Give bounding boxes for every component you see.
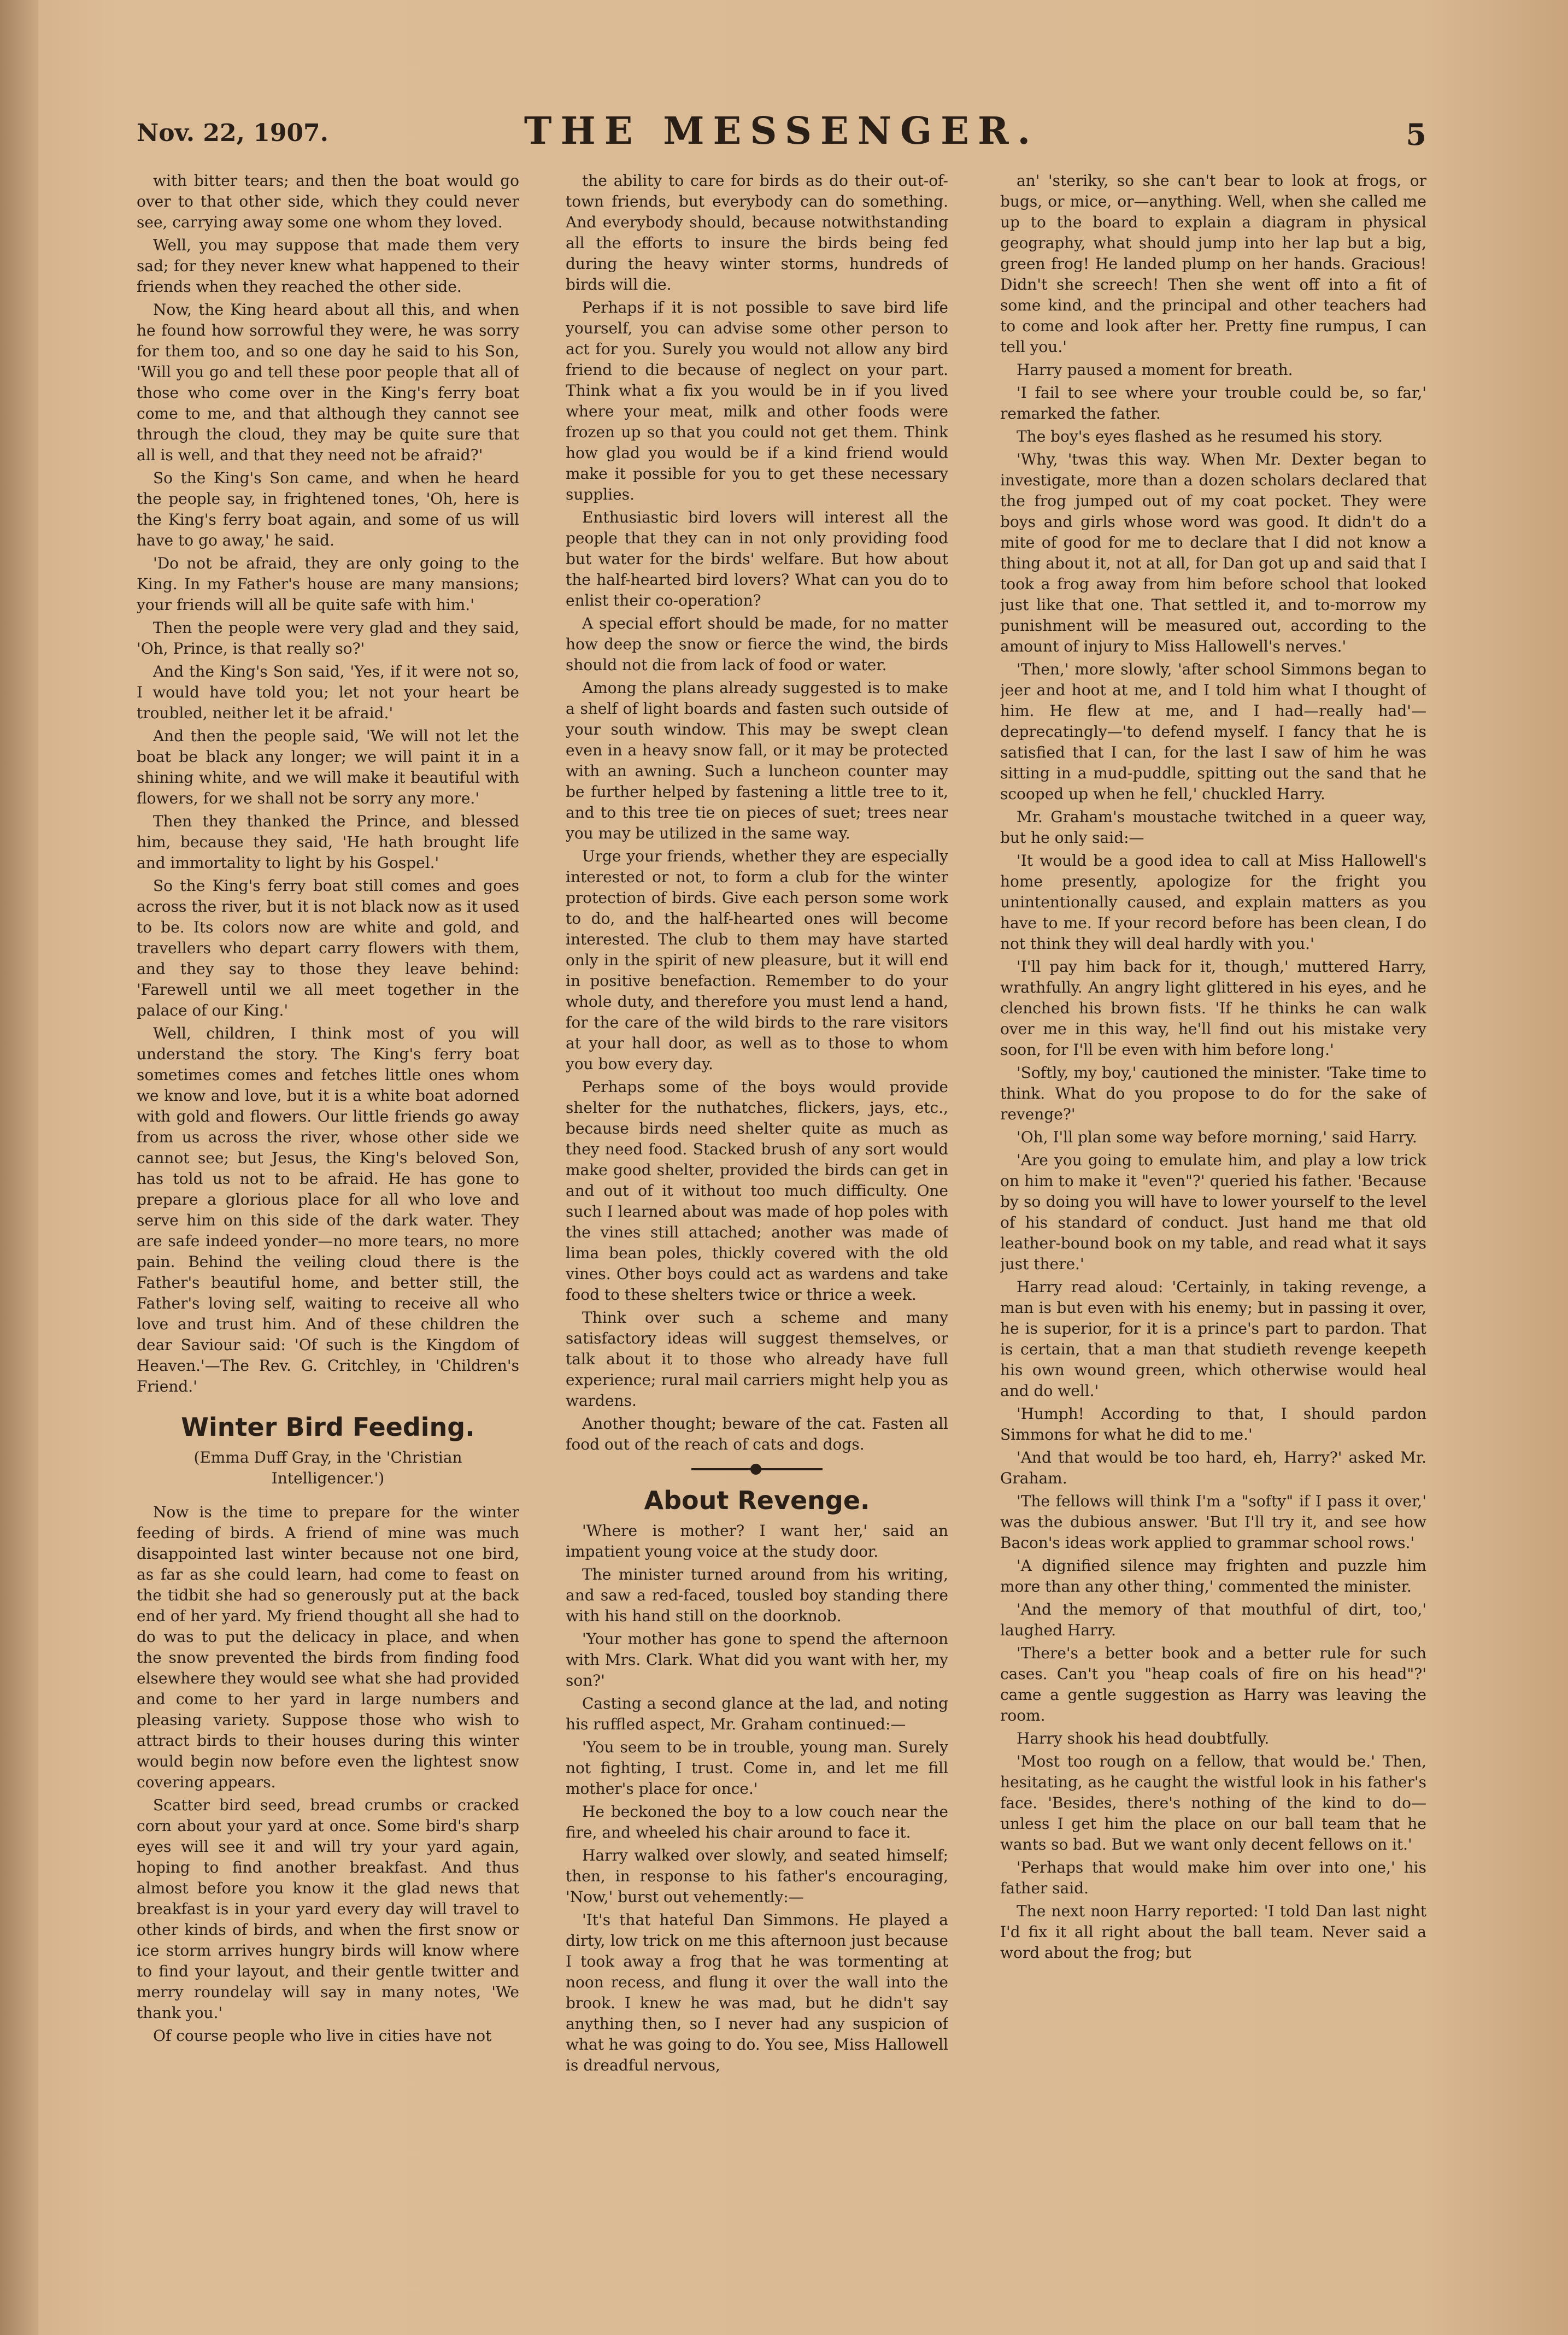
paragraph: Mr. Graham's moustache twitched in a queer way, but he only said:— xyxy=(1000,808,1426,847)
article-credit: (Emma Duff Gray, in the 'Christian Intelligencer.') xyxy=(193,1448,462,1487)
paragraph: 'You seem to be in trouble, young man. Surely not fighting, I trust. Come in, and let me fill mother's place for once.' xyxy=(566,1738,948,1798)
paragraph: Harry paused a moment for breath. xyxy=(1017,361,1293,379)
paragraph: Well, you may suppose that made them very sad; for they never knew what happened to their friends when they reached the other side. xyxy=(137,236,519,296)
paragraph: with bitter tears; and then the boat would go over to that other side, which they could never see, carrying away some one whom they loved. xyxy=(137,172,519,231)
paragraph: So the King's ferry boat still comes and goes across the river, but it is not black now as it used to be. Its colors now are white and gold, and travellers who depart carry flowers with them, and they say to those they leave behind: 'Farewell until we all meet together in the palace of our King.' xyxy=(137,877,519,1019)
column-2 xyxy=(566,171,948,2291)
paragraph: Think over such a scheme and many satisfactory ideas will suggest themselves, or talk about it to those who already have full experience; rural mail carriers might help you as wardens. xyxy=(566,1309,948,1410)
paragraph: 'Your mother has gone to spend the afternoon with Mrs. Clark. What did you want with her, my son?' xyxy=(566,1630,948,1689)
article-title-about-revenge: About Revenge. xyxy=(644,1486,870,1515)
masthead-title: THE MESSENGER. xyxy=(524,109,1040,153)
paragraph: So the King's Son came, and when he heard the people say, in frightened tones, 'Oh, here is the King's ferry boat again, and some of us will have to go away,' he said. xyxy=(137,469,519,549)
paragraph: The next noon Harry reported: 'I told Dan last night I'd fix it all right about the ball team. Never said a word about the frog; but xyxy=(1000,1902,1426,1962)
paragraph: 'Perhaps that would make him over into one,' his father said. xyxy=(1000,1858,1426,1897)
column-1 xyxy=(137,171,519,2291)
paragraph: 'Are you going to emulate him, and play a low trick on him to make it "even"?' queried his father. 'Because by so doing you will have to lower yourself to the level of his standard of conduct. Just hand me that old leather-bound book on my table, and read what it says just there.' xyxy=(1000,1151,1426,1273)
paragraph: Perhaps if it is not possible to save bird life yourself, you can advise some other person to act for you. Surely you would not allow any bird friend to die because of neglect on your part. Think what a fix you would be in if you lived where your meat, milk and other foods were frozen up so that you could not get them. Think how glad you would be if a kind friend would make it possible for you to get these necessary supplies. xyxy=(566,298,948,503)
paragraph: Now is the time to prepare for the winter feeding of birds. A friend of mine was much disappointed last winter because not one bird, as far as she could learn, had come to feast on the tidbit she had so generously put at the back end of her yard. My friend thought all she had to do was to put the delicacy in place, and when the snow prevented the birds from finding food elsewhere they would see what she had provided and come to her yard in large numbers and pleasing variety. Suppose those who wish to attract birds to their houses during this winter would begin now before even the lightest snow covering appears. xyxy=(137,1503,519,1791)
paragraph: He beckoned the boy to a low couch near the fire, and wheeled his chair around to face it. xyxy=(566,1803,948,1841)
paragraph: A special effort should be made, for no matter how deep the snow or fierce the wind, the birds should not die from lack of food or water. xyxy=(566,614,948,674)
paragraph: Among the plans already suggested is to make a shelf of light boards and fasten such outside of your south window. This may be swept clean even in a heavy snow fall, or it may be protected with an awning. Such a luncheon counter may be further helped by fastening a little tree to it, and to this tree tie on pieces of suet; trees near you may be utilized in the same way. xyxy=(566,679,948,842)
paragraph: 'I fail to see where your trouble could be, so far,' remarked the father. xyxy=(1000,384,1426,423)
column-3 xyxy=(1000,171,1426,2291)
article-title-winter-bird-feeding: Winter Bird Feeding. xyxy=(181,1412,475,1442)
paragraph: Then the people were very glad and they said, 'Oh, Prince, is that really so?' xyxy=(137,619,519,658)
paragraph: 'Softly, my boy,' cautioned the minister. 'Take time to think. What do you propose to do for the sake of revenge?' xyxy=(1000,1064,1426,1123)
paragraph: 'And that would be too hard, eh, Harry?' asked Mr. Graham. xyxy=(1000,1448,1426,1487)
paragraph: 'Humph! According to that, I should pardon Simmons for what he did to me.' xyxy=(1000,1405,1426,1444)
paragraph: Another thought; beware of the cat. Fasten all food out of the reach of cats and dogs. xyxy=(566,1415,948,1453)
paragraph: 'Most too rough on a fellow, that would be.' Then, hesitating, as he caught the wistful look in his father's face. 'Besides, there's nothing of the kind to do—unless I get him the place on our ball team that he wants so bad. But we want only decent fellows on it.' xyxy=(1000,1752,1426,1853)
paragraph: And the King's Son said, 'Yes, if it were not so, I would have told you; let not your heart be troubled, neither let it be afraid.' xyxy=(137,662,519,722)
page-fold-shadow xyxy=(0,0,38,2335)
paragraph: 'A dignified silence may frighten and puzzle him more than any other thing,' commented the minister. xyxy=(1000,1557,1426,1595)
paragraph: 'I'll pay him back for it, though,' muttered Harry, wrathfully. An angry light glittered in his eyes, and he clenched his brown fists. 'If he thinks he can walk over me in this way, he'll find out his mistake very soon, for I'll be even with him before long.' xyxy=(1000,958,1426,1059)
page-number: 5 xyxy=(1406,117,1426,152)
paragraph: 'Where is mother? I want her,' said an impatient young voice at the study door. xyxy=(566,1522,948,1560)
paragraph: 'Why, 'twas this way. When Mr. Dexter began to investigate, more than a dozen scholars declared that the frog jumped out of my coat pocket. They were boys and girls whose word was good. It didn't do a mite of good for me to declare that I did not know a thing about it, not at all, for Dan got up and said that I took a frog away from him before school that looked just like that one. That settled it, and to-morrow my punishment will be measured out, according to the amount of injury to Miss Hallowell's nerves.' xyxy=(1000,450,1426,655)
paragraph: Perhaps some of the boys would provide shelter for the nuthatches, flickers, jays, etc., because birds need shelter quite as much as they need food. Stacked brush of any sort would make good shelter, provided the birds can get in and out of it without too much difficulty. One such I learned about was made of hop poles with the vines still attached; another was made of lima bean poles, thickly covered with the old vines. Other boys could act as wardens and take food to these shelters twice or thrice a week. xyxy=(566,1078,948,1304)
paragraph: 'The fellows will think I'm a "softy" if I pass it over,' was the dubious answer. 'But I'll try it, and see how Bacon's ideas work applied to grammar school rows.' xyxy=(1000,1492,1426,1552)
paragraph: And then the people said, 'We will not let the boat be black any longer; we will paint it in a shining white, and we will make it beautiful with flowers, for we shall not be sorry any more.' xyxy=(137,727,519,807)
paragraph: 'Do not be afraid, they are only going to the King. In my Father's house are many mansions; your friends will all be quite safe with him.' xyxy=(137,554,519,614)
paragraph: Harry walked over slowly, and seated himself; then, in response to his father's encouraging, 'Now,' burst out vehemently:— xyxy=(566,1846,948,1906)
paragraph: Well, children, I think most of you will understand the story. The King's ferry boat sometimes comes and fetches little ones whom we know and love, but it is a white boat adorned with gold and flowers. Our little friends go away from us across the river, whose other side we cannot see; but Jesus, the King's beloved Son, has told us not to be afraid. He has gone to prepare a glorious place for all who love and serve him on this side of the dark water. They are safe indeed yonder—no more tears, no more pain. Behind the veiling cloud there is the Father's beautiful home, and better still, the Father's loving self, waiting to receive all who love and trust him. And of these children the dear Saviour said: 'Of such is the Kingdom of Heaven.'—The Rev. G. Critchley, in 'Children's Friend.' xyxy=(137,1024,519,1395)
paragraph: Harry read aloud: 'Certainly, in taking revenge, a man is but even with his enemy; but in passing it over, he is superior, for it is a prince's part to pardon. That is certain, that a man that studieth revenge keepeth his own wound green, which otherwise would heal and do well.' xyxy=(1000,1278,1426,1400)
paragraph: Urge your friends, whether they are especially interested or not, to form a club for the winter protection of birds. Give each person some work to do, and the half-hearted ones will become interested. The club to them may have started only in the spirit of new pleasure, but it will end in positive benefaction. Remember to do your whole duty, and therefore you must lend a hand, for the care of the wild birds to the rare visitors at your hall door, as well as to those to whom you bow every day. xyxy=(566,847,948,1073)
paragraph: an' 'steriky, so she can't bear to look at frogs, or bugs, or mice, or—anything. Well, when she called me up to the board to explain a diagram in physical geography, what should jump into her lap but a big, green frog! He landed plump on her hands. Gracious! Didn't she screech! Then she went off into a fit of some kind, and the principal and other teachers had to come and look after her. Pretty fine rumpus, I can tell you.' xyxy=(1000,172,1426,356)
paragraph: Harry shook his head doubtfully. xyxy=(1017,1729,1270,1747)
paragraph: Casting a second glance at the lad, and noting his ruffled aspect, Mr. Graham continued:— xyxy=(566,1694,948,1733)
header-date: Nov. 22, 1907. xyxy=(137,119,328,147)
paragraph: 'There's a better book and a better rule for such cases. Can't you "heap coals of fire on his head"?' came a gentle suggestion as Harry was leaving the room. xyxy=(1000,1644,1426,1724)
paragraph: 'It's that hateful Dan Simmons. He played a dirty, low trick on me this afternoon just because I took away a frog that he was tormenting at noon recess, and flung it over the wall into the brook. I knew he was mad, but he didn't say anything then, so I never had any suspicion of what he was going to do. You see, Miss Hallowell is dreadful nervous, xyxy=(566,1911,948,2074)
paragraph: The boy's eyes flashed as he resumed his story. xyxy=(1017,427,1383,445)
paragraph: the ability to care for birds as do their out-of-town friends, but everybody can do something. And everybody should, because notwithstanding all the efforts to insure the birds being fed during the heavy winter storms, hundreds of birds will die. xyxy=(566,172,948,294)
paragraph: Enthusiastic bird lovers will interest all the people that they can in not only providing food but water for the birds' welfare. But how about the half-hearted bird lovers? What can you do to enlist their co-operation? xyxy=(566,508,948,609)
paragraph: Now, the King heard about all this, and when he found how sorrowful they were, he was sorry for them too, and so one day he said to his Son, 'Will you go and tell these poor people that all of those who come over in the King's ferry boat come to me, and that although they cannot see through the cloud, they may be quite sure that all is well, and that they need not be afraid?' xyxy=(137,301,519,464)
paragraph: 'Oh, I'll plan some way before morning,' said Harry. xyxy=(1017,1128,1417,1146)
section-divider xyxy=(566,1468,948,1470)
paragraph: The minister turned around from his writing, and saw a red-faced, tousled boy standing there with his hand still on the doorknob. xyxy=(566,1565,948,1625)
paragraph: Of course people who live in cities have not xyxy=(153,2027,492,2045)
paragraph: 'And the memory of that mouthful of dirt, too,' laughed Harry. xyxy=(1000,1600,1426,1639)
paragraph: 'Then,' more slowly, 'after school Simmons began to jeer and hoot at me, and I told him what I thought of him. He flew at me, and I had—really had'—deprecatingly—'to defend myself. I fancy that he is satisfied that I can, for the last I saw of him he was sitting in a mud-puddle, spitting out the sand that he scooped up when he fell,' chuckled Harry. xyxy=(1000,660,1426,803)
paragraph: 'It would be a good idea to call at Miss Hallowell's home presently, apologize for the fright you unintentionally caused, and explain matters as you have to me. If your record before has been clean, I do not think they will deal hardly with you.' xyxy=(1000,852,1426,953)
page-header xyxy=(137,109,1426,175)
paragraph: Then they thanked the Prince, and blessed him, because they said, 'He hath brought life and immortality to light by his Gospel.' xyxy=(137,812,519,872)
paragraph: Scatter bird seed, bread crumbs or cracked corn about your yard at once. Some bird's sharp eyes will see it and will try your yard again, hoping to find another breakfast. And thus almost before you know it the glad news that breakfast is in your yard every day will travel to other kinds of birds, and when the first snow or ice storm arrives hungry birds will know where to find your layout, and their gentle twitter and merry roundelay will say in many notes, 'We thank you.' xyxy=(137,1796,519,2022)
story-continuation xyxy=(137,171,519,1397)
